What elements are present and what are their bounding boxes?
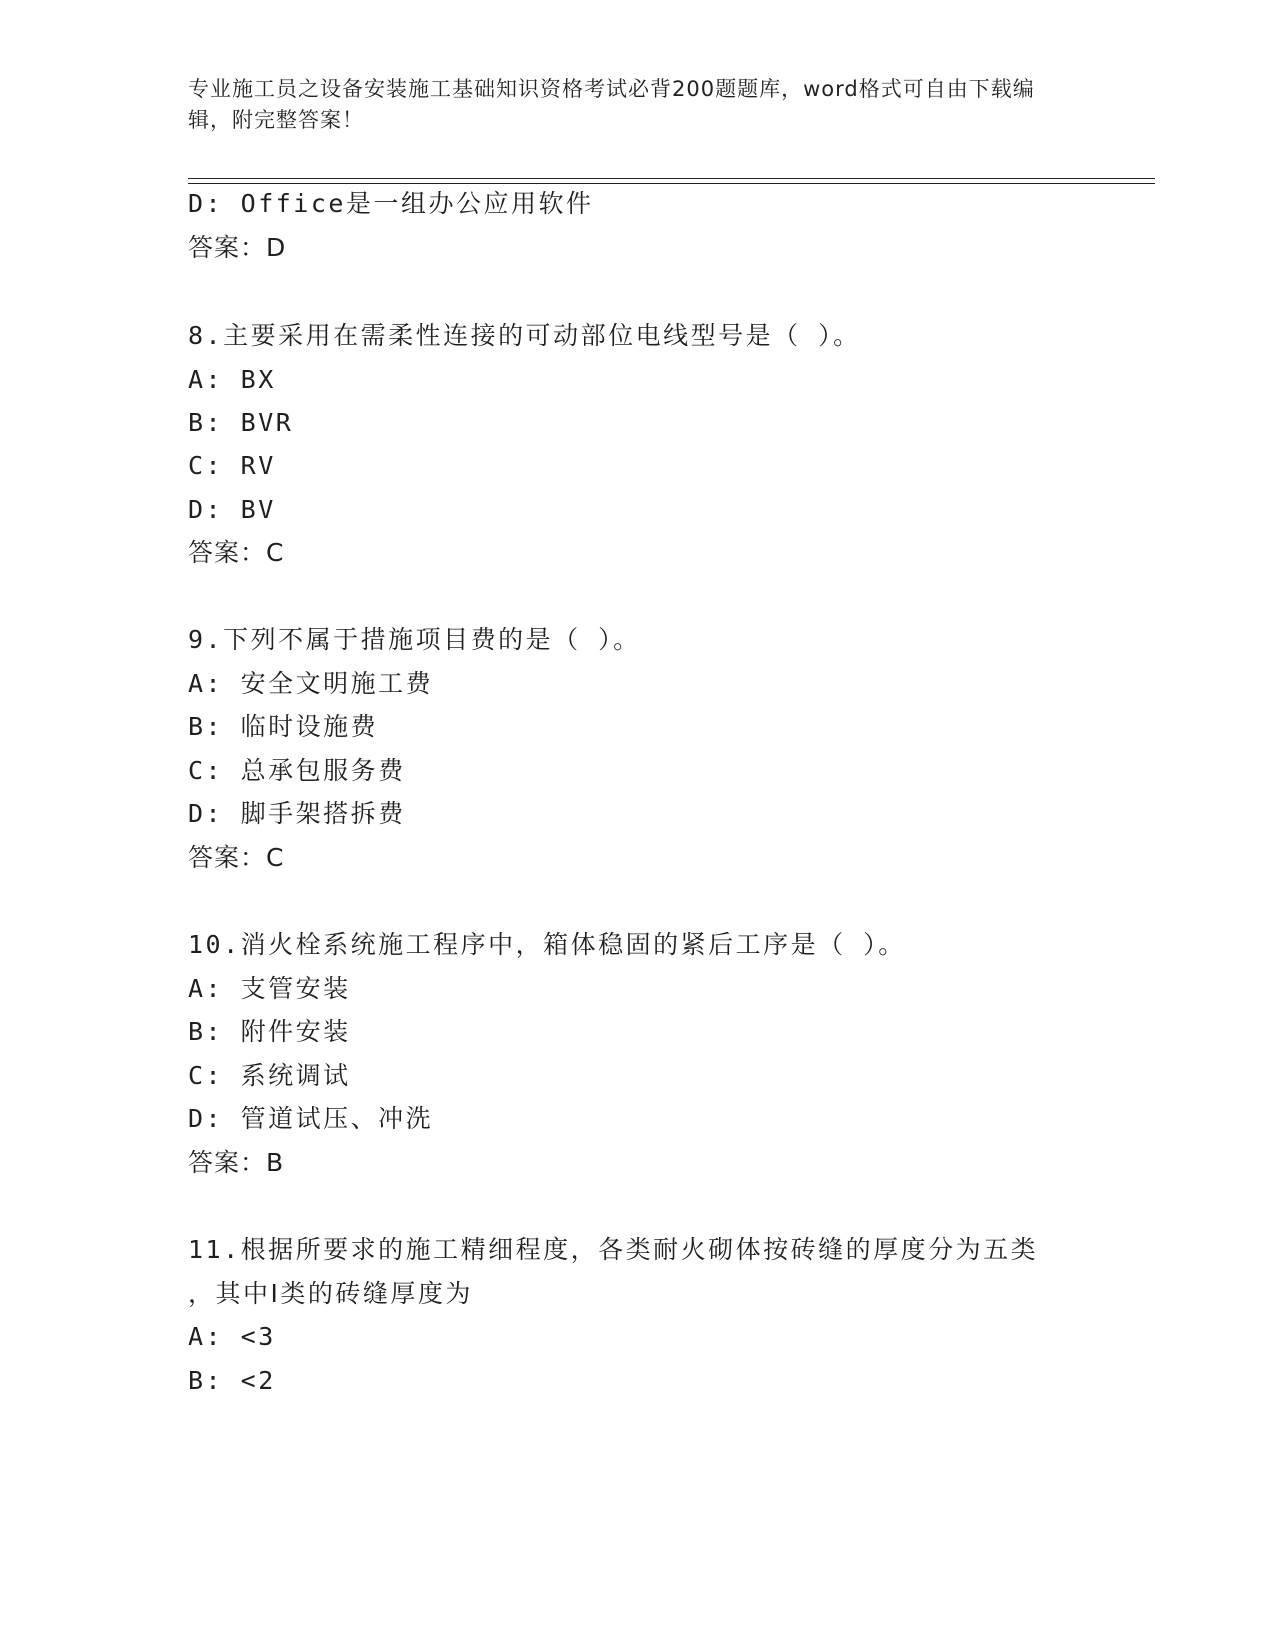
header-divider-top <box>188 178 1155 179</box>
question-8-option-a: A: BX <box>188 365 276 394</box>
question-9-option-a: A: 安全文明施工费 <box>188 669 434 698</box>
question-9-option-d: D: 脚手架搭拆费 <box>188 799 406 828</box>
question-8-stem: 8.主要采用在需柔性连接的可动部位电线型号是（ ）。 <box>188 321 861 350</box>
header-divider-bottom <box>188 183 1155 184</box>
question-10-option-c: C: 系统调试 <box>188 1061 351 1090</box>
question-9-stem: 9.下列不属于措施项目费的是（ ）。 <box>188 625 641 654</box>
question-10-option-a: A: 支管安装 <box>188 974 351 1003</box>
question-9-option-b: B: 临时设施费 <box>188 712 379 741</box>
question-8-option-c: C: RV <box>188 451 276 480</box>
document-intro: 专业施工员之设备安装施工基础知识资格考试必背200题题库，word格式可自由下载编辑，附完整答案！ <box>188 77 1035 132</box>
question-11-option-b: B: <2 <box>188 1366 276 1395</box>
question-10-stem: 10.消火栓系统施工程序中，箱体稳固的紧后工序是（ ）。 <box>188 930 906 959</box>
question-11-option-a: A: <3 <box>188 1322 276 1351</box>
question-8-option-b: B: BVR <box>188 408 294 437</box>
answer-line: 答案：D <box>188 233 287 262</box>
question-8-answer: 答案：C <box>188 538 285 567</box>
question-10-answer: 答案：B <box>188 1148 285 1177</box>
question-9-option-c: C: 总承包服务费 <box>188 756 406 785</box>
question-8-option-d: D: BV <box>188 495 276 524</box>
option-d: D: Office是一组办公应用软件 <box>188 189 594 218</box>
question-9-answer: 答案：C <box>188 843 285 872</box>
question-10-option-d: D: 管道试压、冲洗 <box>188 1104 434 1133</box>
question-10-option-b: B: 附件安装 <box>188 1017 351 1046</box>
question-11-stem-line1: 11.根据所要求的施工精细程度，各类耐火砌体按砖缝的厚度分为五类 <box>188 1235 1039 1264</box>
question-11-stem-line2: ，其中Ⅰ类的砖缝厚度为 <box>188 1279 473 1308</box>
